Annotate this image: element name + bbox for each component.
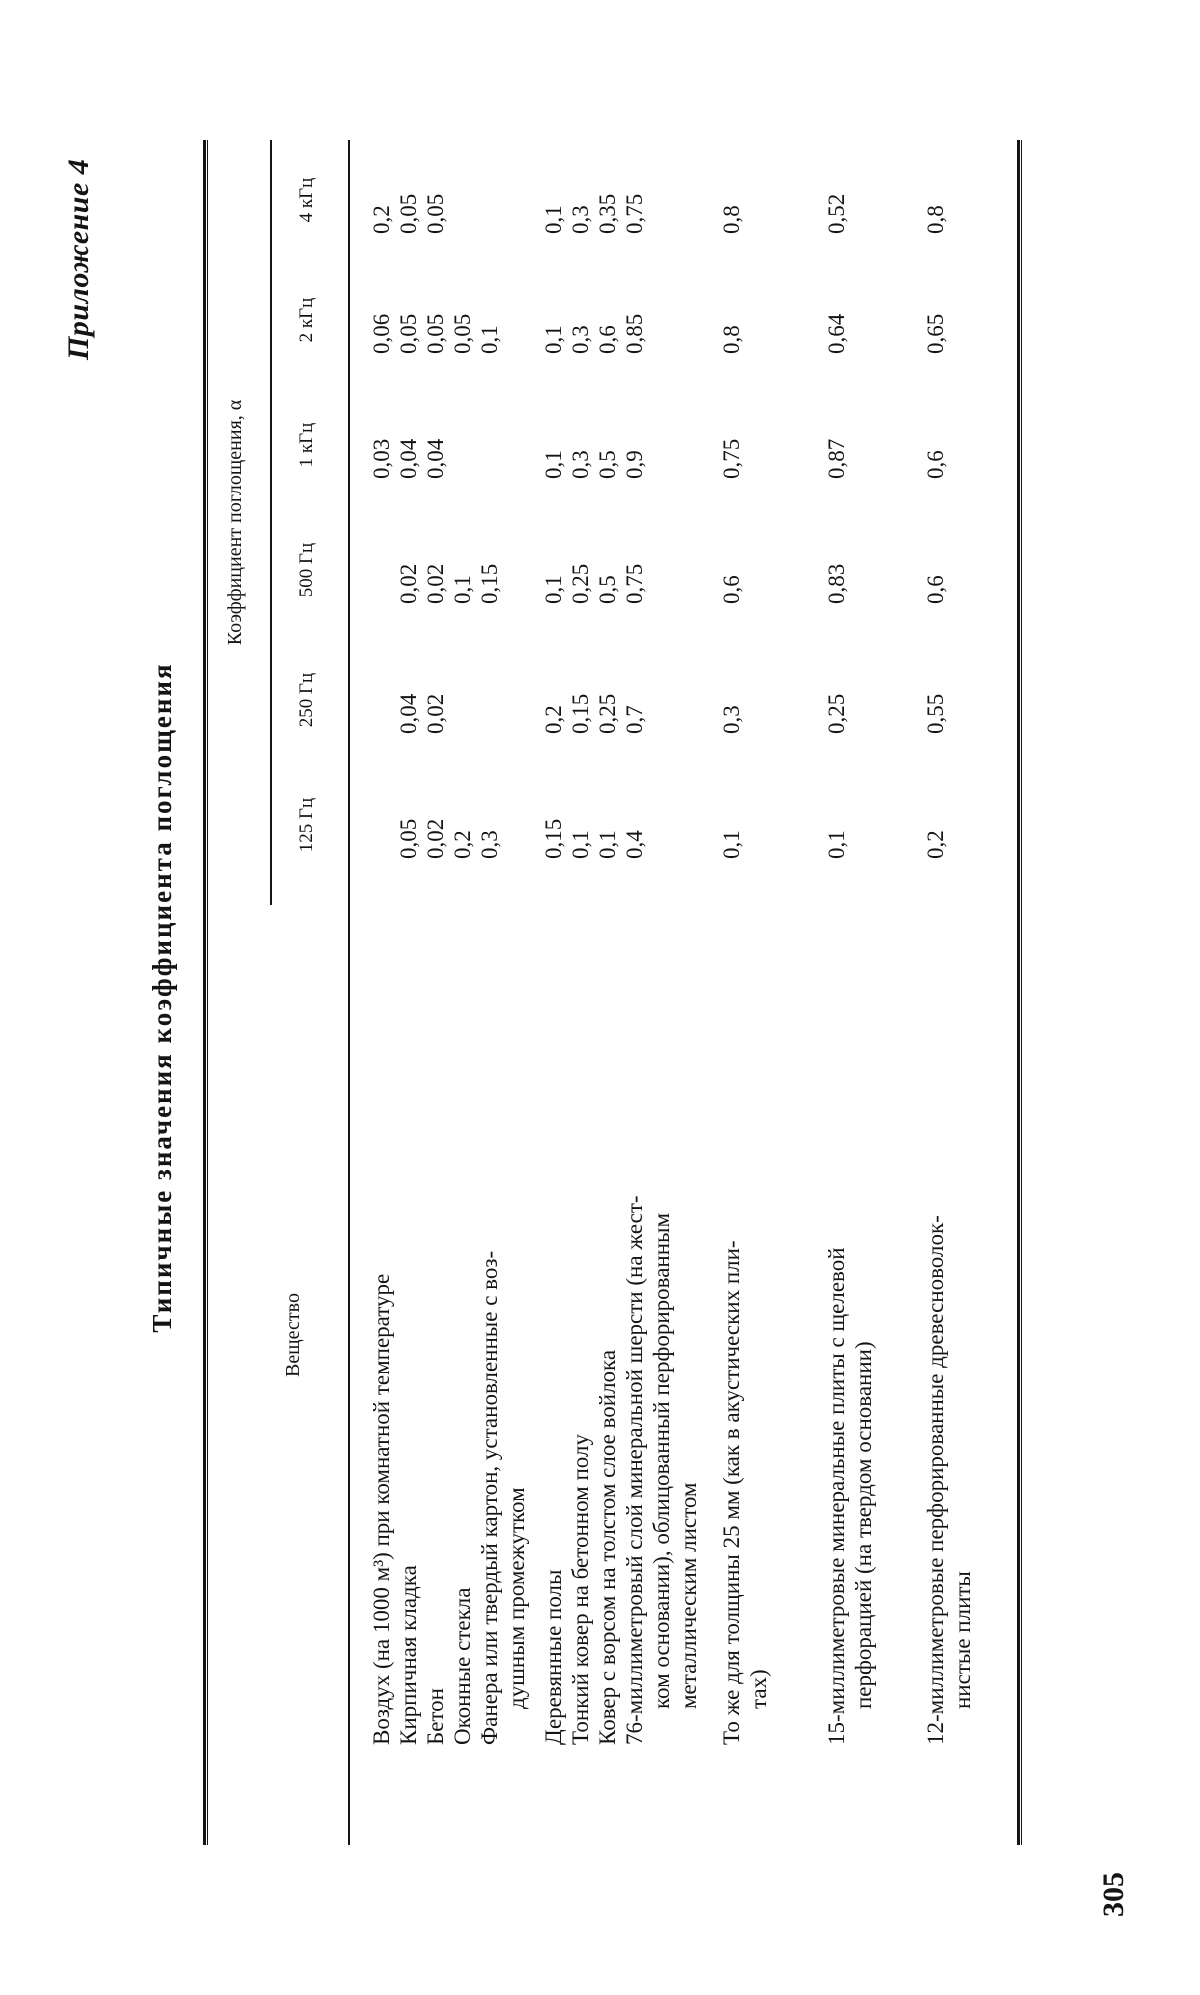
value-cell: 0,02 bbox=[423, 563, 448, 604]
value-cell: 0,15 bbox=[477, 563, 502, 604]
freq-header-4k: 4 кГц bbox=[296, 177, 317, 223]
value-cell: 0,9 bbox=[622, 450, 647, 479]
value-cell: 0,8 bbox=[923, 205, 948, 234]
value-cell: 0,75 bbox=[622, 563, 647, 604]
value-cell: 0,8 bbox=[719, 325, 744, 354]
values-4k bbox=[368, 150, 449, 270]
substance-line: 12-миллиметровые перфорированные древесноволок- bbox=[923, 1215, 948, 1745]
value-cell: 0,1 bbox=[541, 205, 566, 234]
substance-line: Бетон bbox=[423, 1688, 448, 1745]
substance-cell bbox=[922, 945, 976, 1745]
value-cell: 0,05 bbox=[423, 193, 448, 234]
value-cell: 0,87 bbox=[824, 438, 849, 479]
values-2k bbox=[718, 270, 745, 390]
table-title: Типичные значения коэффициента поглощения bbox=[147, 662, 177, 1333]
values-4k bbox=[540, 150, 648, 270]
substance-line: Ковер с ворсом на толстом слое войлока bbox=[595, 1349, 620, 1745]
value-cell: 0,75 bbox=[622, 193, 647, 234]
values-500 bbox=[922, 520, 949, 640]
value-cell: 0,1 bbox=[824, 830, 849, 859]
values-1k bbox=[368, 395, 449, 515]
values-2k bbox=[922, 270, 949, 390]
substance-cell bbox=[540, 945, 702, 1745]
values-125 bbox=[395, 775, 503, 895]
values-250 bbox=[718, 650, 745, 770]
value-cell: 0,2 bbox=[541, 705, 566, 734]
table-top-rule-thin bbox=[207, 140, 208, 1845]
value-cell: 0,7 bbox=[622, 705, 647, 734]
value-cell: 0,1 bbox=[450, 575, 475, 604]
values-1k bbox=[922, 395, 949, 515]
value-cell: 0,1 bbox=[568, 830, 593, 859]
values-250 bbox=[922, 650, 949, 770]
table-top-rule bbox=[203, 140, 206, 1845]
freq-header-2k: 2 кГц bbox=[296, 297, 317, 343]
value-cell: 0,6 bbox=[923, 450, 948, 479]
value-cell: 0,02 bbox=[423, 693, 448, 734]
value-cell: 0,25 bbox=[568, 563, 593, 604]
substance-line: Оконные стекла bbox=[450, 1587, 475, 1745]
values-4k bbox=[718, 150, 745, 270]
table-header-rule bbox=[348, 140, 350, 1845]
substance-line: перфорацией (на твердом основании) bbox=[851, 1341, 876, 1709]
value-cell: 0,05 bbox=[396, 313, 421, 354]
substance-line: душным промежутком bbox=[504, 1487, 529, 1709]
values-1k bbox=[718, 395, 745, 515]
value-cell: 0,1 bbox=[541, 575, 566, 604]
substance-cell bbox=[718, 945, 772, 1745]
value-cell: 0,4 bbox=[622, 830, 647, 859]
value-cell: 0,3 bbox=[568, 450, 593, 479]
value-cell: 0,1 bbox=[595, 830, 620, 859]
substance-line: Деревянные полы bbox=[541, 1569, 566, 1745]
value-cell: 0,5 bbox=[595, 450, 620, 479]
freq-header-125: 125 Гц bbox=[296, 797, 317, 853]
value-cell: 0,1 bbox=[541, 325, 566, 354]
value-cell: 0,05 bbox=[396, 193, 421, 234]
value-cell: 0,3 bbox=[568, 205, 593, 234]
value-cell: 0,35 bbox=[595, 193, 620, 234]
substance-cell bbox=[823, 945, 877, 1745]
values-1k bbox=[540, 395, 648, 515]
value-cell: 0,3 bbox=[568, 325, 593, 354]
substance-cell bbox=[368, 945, 530, 1745]
value-cell: 0,15 bbox=[541, 818, 566, 859]
value-cell: 0,3 bbox=[477, 830, 502, 859]
value-cell: 0,64 bbox=[824, 313, 849, 354]
value-cell: 0,05 bbox=[423, 313, 448, 354]
value-cell: 0,3 bbox=[719, 705, 744, 734]
values-125 bbox=[718, 775, 745, 895]
freq-header-500: 500 Гц bbox=[296, 542, 317, 598]
substance-line: тах) bbox=[746, 1669, 771, 1709]
value-cell: 0,2 bbox=[450, 830, 475, 859]
substance-line: нистые плиты bbox=[950, 1571, 975, 1709]
substance-line: Кирпичная кладка bbox=[396, 1565, 421, 1745]
value-cell: 0,55 bbox=[923, 693, 948, 734]
value-cell: 0,85 bbox=[622, 313, 647, 354]
value-cell: 0,65 bbox=[923, 313, 948, 354]
value-cell: 0,1 bbox=[541, 450, 566, 479]
substance-line: ком основании), облицованный перфорированным bbox=[649, 1212, 674, 1709]
value-cell: 0,25 bbox=[595, 693, 620, 734]
values-500 bbox=[540, 520, 648, 640]
coefficient-column-header: Коэффициент поглощения, α bbox=[224, 399, 246, 646]
values-2k bbox=[540, 270, 648, 390]
substance-column-header: Вещество bbox=[282, 1293, 304, 1377]
table-bottom-rule bbox=[1017, 140, 1020, 1845]
value-cell: 0,02 bbox=[396, 563, 421, 604]
substance-line: Воздух (на 1000 м³) при комнатной температуре bbox=[369, 1273, 394, 1745]
value-cell: 0,6 bbox=[923, 575, 948, 604]
value-cell: 0,83 bbox=[824, 563, 849, 604]
substance-line: Фанера или твердый картон, установленные с воз- bbox=[477, 1250, 502, 1745]
values-125 bbox=[823, 775, 850, 895]
values-125 bbox=[922, 775, 949, 895]
value-cell: 0,1 bbox=[719, 830, 744, 859]
values-500 bbox=[718, 520, 745, 640]
freq-header-250: 250 Гц bbox=[296, 672, 317, 728]
value-cell: 0,52 bbox=[824, 193, 849, 234]
freq-header-1k: 1 кГц bbox=[296, 422, 317, 468]
value-cell: 0,02 bbox=[423, 818, 448, 859]
page-number: 305 bbox=[1097, 1872, 1130, 1917]
values-125 bbox=[540, 775, 648, 895]
value-cell: 0,04 bbox=[396, 438, 421, 479]
values-1k bbox=[823, 395, 850, 515]
values-250 bbox=[395, 650, 449, 770]
values-500 bbox=[823, 520, 850, 640]
values-4k bbox=[922, 150, 949, 270]
values-500 bbox=[395, 520, 503, 640]
appendix-label: Приложение 4 bbox=[62, 158, 95, 360]
value-cell: 0,2 bbox=[369, 205, 394, 234]
values-250 bbox=[540, 650, 648, 770]
value-cell: 0,6 bbox=[719, 575, 744, 604]
substance-line: Тонкий ковер на бетонном полу bbox=[568, 1434, 593, 1745]
value-cell: 0,1 bbox=[477, 325, 502, 354]
value-cell: 0,05 bbox=[450, 313, 475, 354]
substance-line: То же для толщины 25 мм (как в акустических пли- bbox=[719, 1240, 744, 1745]
value-cell: 0,04 bbox=[423, 438, 448, 479]
value-cell: 0,8 bbox=[719, 205, 744, 234]
values-4k bbox=[823, 150, 850, 270]
values-2k bbox=[368, 270, 503, 390]
coefficient-header-rule bbox=[270, 140, 272, 905]
value-cell: 0,15 bbox=[568, 693, 593, 734]
values-250 bbox=[823, 650, 850, 770]
values-2k bbox=[823, 270, 850, 390]
value-cell: 0,06 bbox=[369, 313, 394, 354]
value-cell: 0,6 bbox=[595, 325, 620, 354]
value-cell: 0,75 bbox=[719, 438, 744, 479]
substance-line: 15-миллиметровые минеральные плиты с щелевой bbox=[824, 1247, 849, 1745]
value-cell: 0,25 bbox=[824, 693, 849, 734]
value-cell: 0,03 bbox=[369, 438, 394, 479]
value-cell: 0,05 bbox=[396, 818, 421, 859]
table-bottom-rule-thin bbox=[1021, 140, 1022, 1845]
value-cell: 0,04 bbox=[396, 693, 421, 734]
value-cell: 0,5 bbox=[595, 575, 620, 604]
substance-line: 76-миллиметровый слой минеральной шерсти (на жест- bbox=[622, 1195, 647, 1745]
value-cell: 0,2 bbox=[923, 830, 948, 859]
substance-line: металлическим листом bbox=[676, 1482, 701, 1709]
